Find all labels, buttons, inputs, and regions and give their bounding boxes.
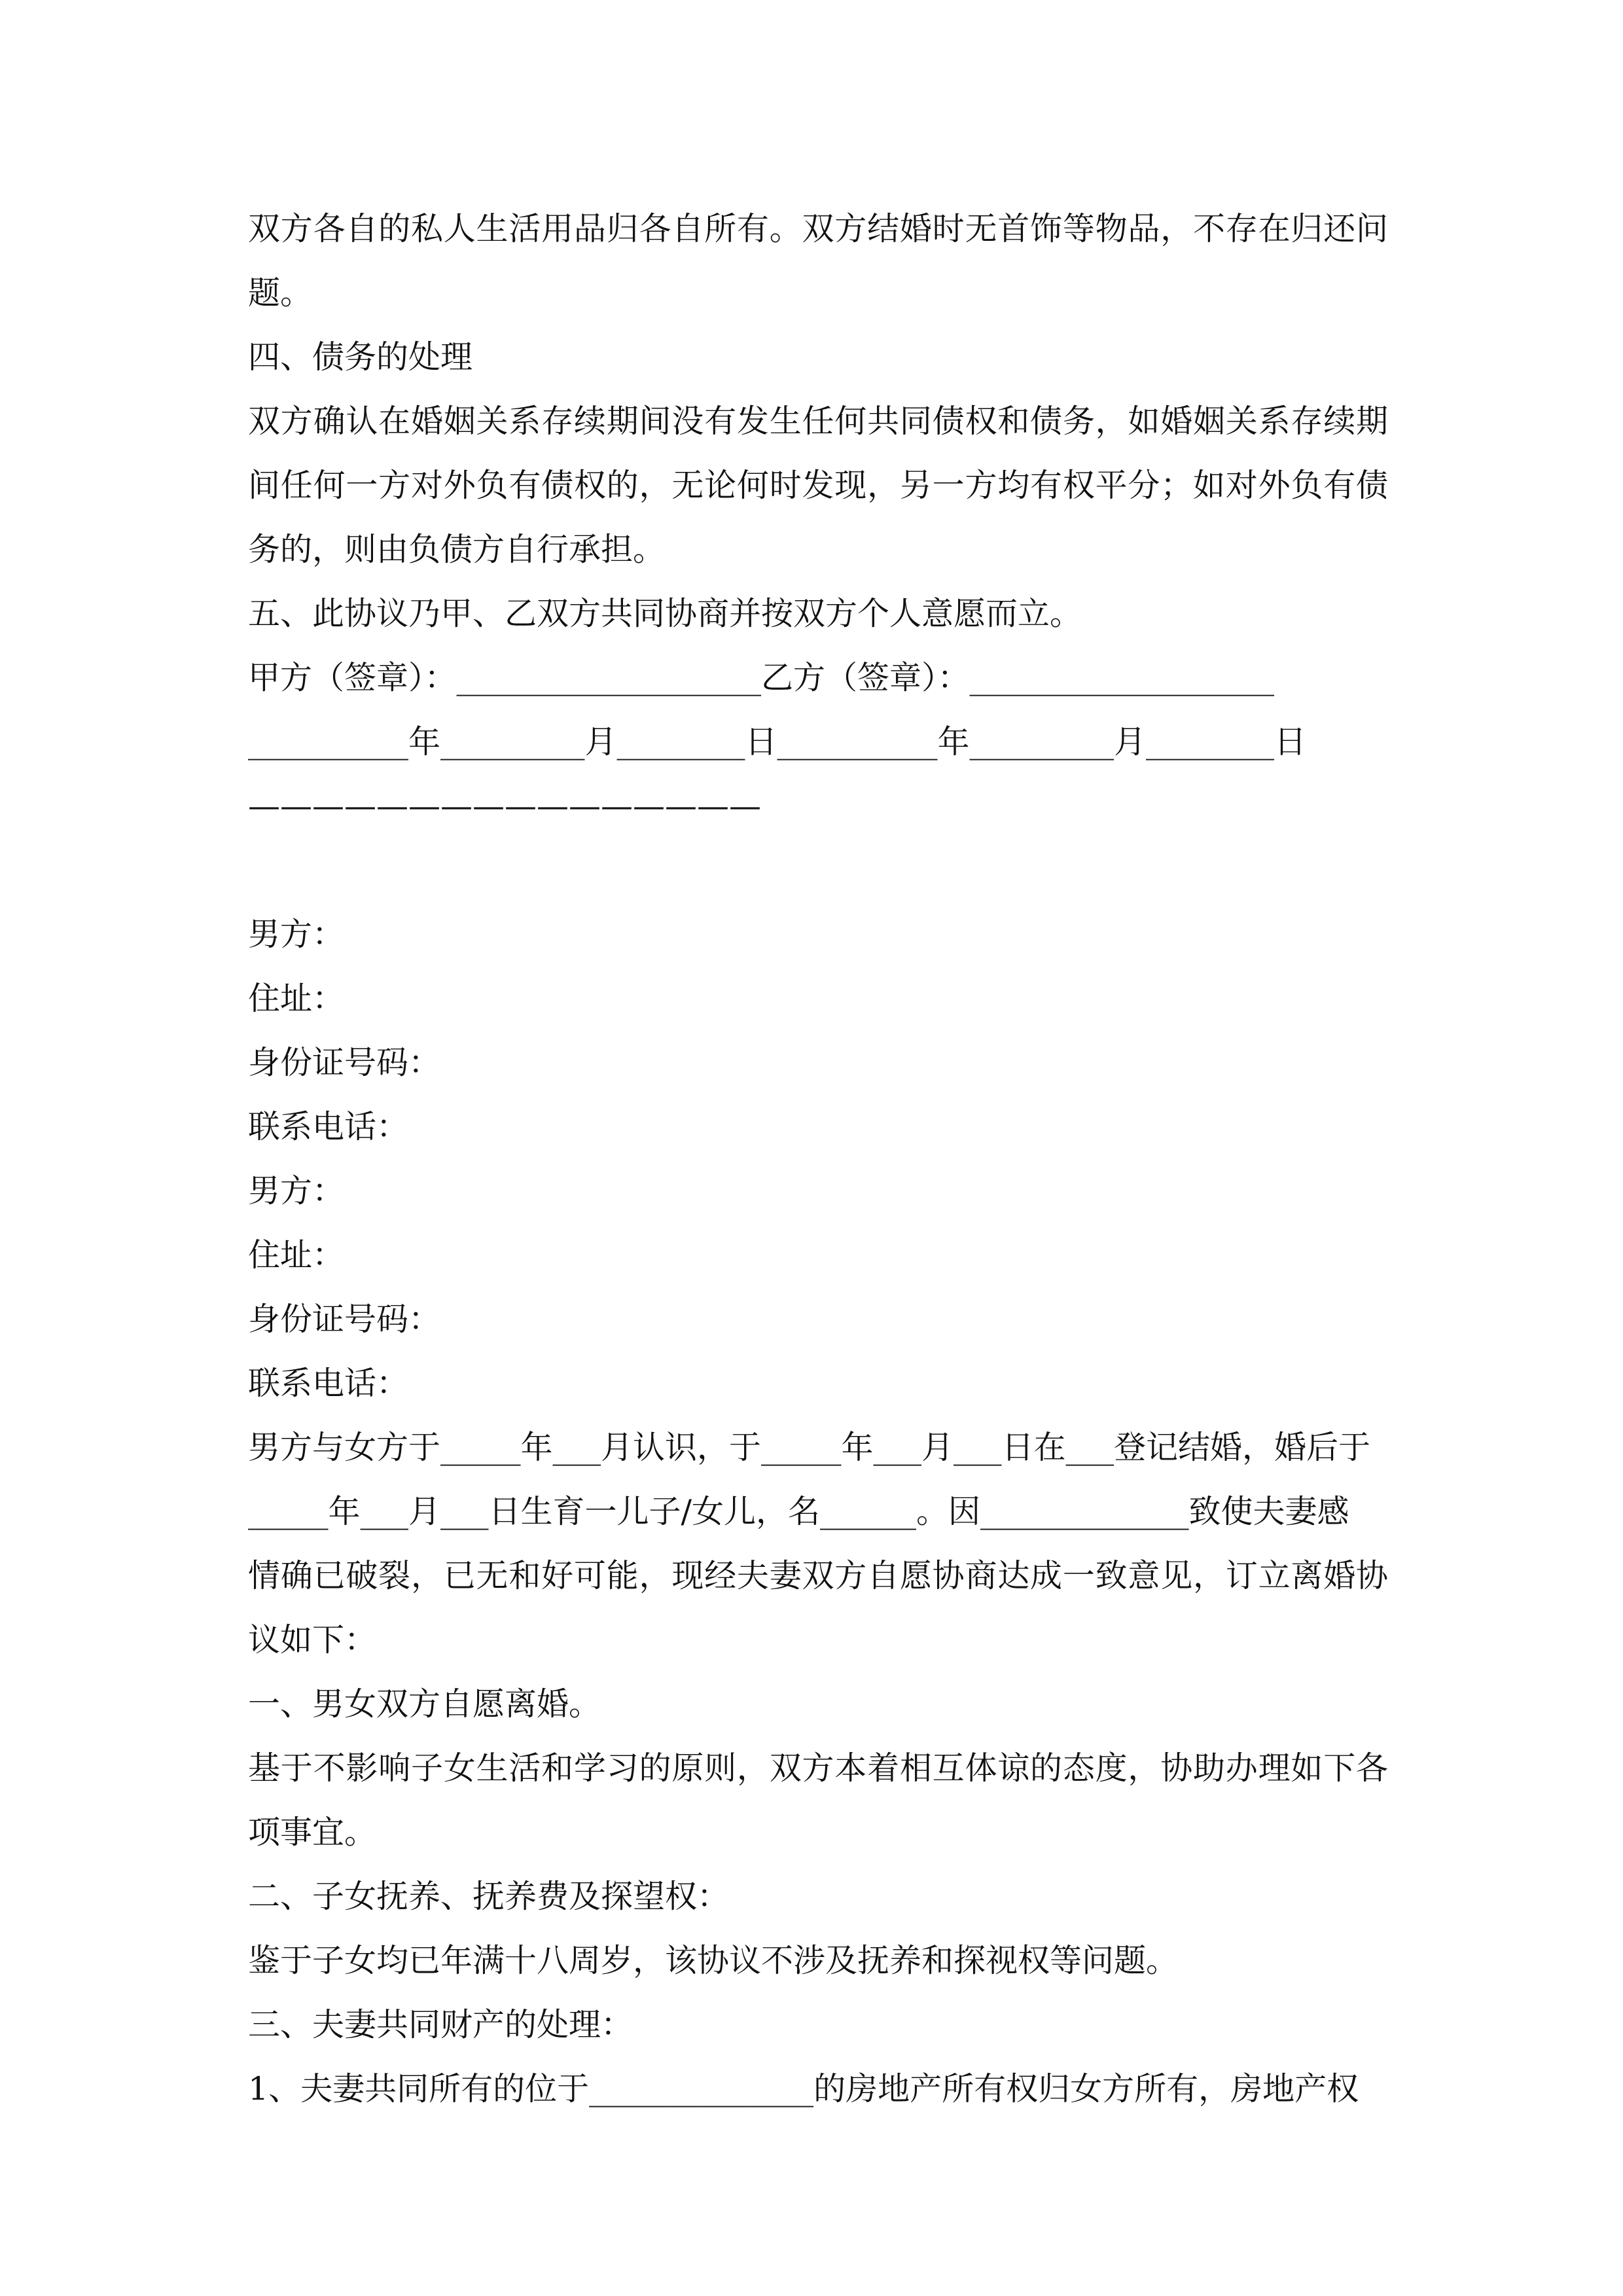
paragraph-line: 项事宜。 xyxy=(248,1814,377,1851)
paragraph-line: 1、夫妻共同所有的位于______________的房地产所有权归女方所有，房地产权 xyxy=(248,2070,1359,2108)
signature-line: 甲方（签章）：___________________乙方（签章）：___________________ xyxy=(248,659,1275,696)
field-label-man: 男方： xyxy=(248,916,345,953)
document-page xyxy=(248,197,1388,2121)
paragraph-line: 务的，则由负债方自行承担。 xyxy=(248,531,666,568)
section-heading-debts: 四、债务的处理 xyxy=(248,338,473,376)
paragraph-line: 双方各自的私人生活用品归各自所有。双方结婚时无首饰等物品，不存在归还问 xyxy=(248,210,1388,247)
paragraph-line: 基于不影响子女生活和学习的原则，双方本着相互体谅的态度，协助办理如下各 xyxy=(248,1749,1388,1787)
field-label-address: 住址： xyxy=(248,1236,345,1274)
paragraph-line: _____年___月___日生育一儿子/女儿，名______。因_____________致使夫妻感 xyxy=(248,1493,1349,1530)
field-label-id-number: 身份证号码： xyxy=(248,1300,441,1338)
spacer xyxy=(248,838,1388,903)
paragraph-line: 议如下： xyxy=(248,1621,377,1659)
field-label-phone: 联系电话： xyxy=(248,1108,409,1145)
field-label-id-number: 身份证号码： xyxy=(248,1044,441,1081)
paragraph-line: 题。 xyxy=(248,274,313,312)
field-label-address: 住址： xyxy=(248,980,345,1017)
section-heading-agreement: 五、此协议乃甲、乙双方共同协商并按双方个人意愿而立。 xyxy=(248,595,1082,632)
separator-dashes: ———————————————— xyxy=(248,787,761,825)
paragraph-line: 鉴于子女均已年满十八周岁，该协议不涉及抚养和探视权等问题。 xyxy=(248,1942,1179,1979)
field-label-man: 男方： xyxy=(248,1172,345,1210)
paragraph-line: 间任何一方对外负有债权的，无论何时发现，另一方均有权平分；如对外负有债 xyxy=(248,467,1388,504)
paragraph-line: 情确已破裂，已无和好可能，现经夫妻双方自愿协商达成一致意见，订立离婚协 xyxy=(248,1557,1388,1594)
section-heading-children: 二、子女抚养、抚养费及探望权： xyxy=(248,1878,730,1915)
section-heading-divorce: 一、男女双方自愿离婚。 xyxy=(248,1685,601,1723)
section-heading-property: 三、夫妻共同财产的处理： xyxy=(248,2006,633,2043)
paragraph-line: 男方与女方于_____年___月认识，于_____年___月___日在___登记结婚，婚后于 xyxy=(248,1429,1371,1466)
date-line: __________年_________月________日__________年_________月________日 xyxy=(248,723,1306,761)
field-label-phone: 联系电话： xyxy=(248,1365,409,1402)
paragraph-line: 双方确认在婚姻关系存续期间没有发生任何共同债权和债务，如婚姻关系存续期 xyxy=(248,403,1388,440)
